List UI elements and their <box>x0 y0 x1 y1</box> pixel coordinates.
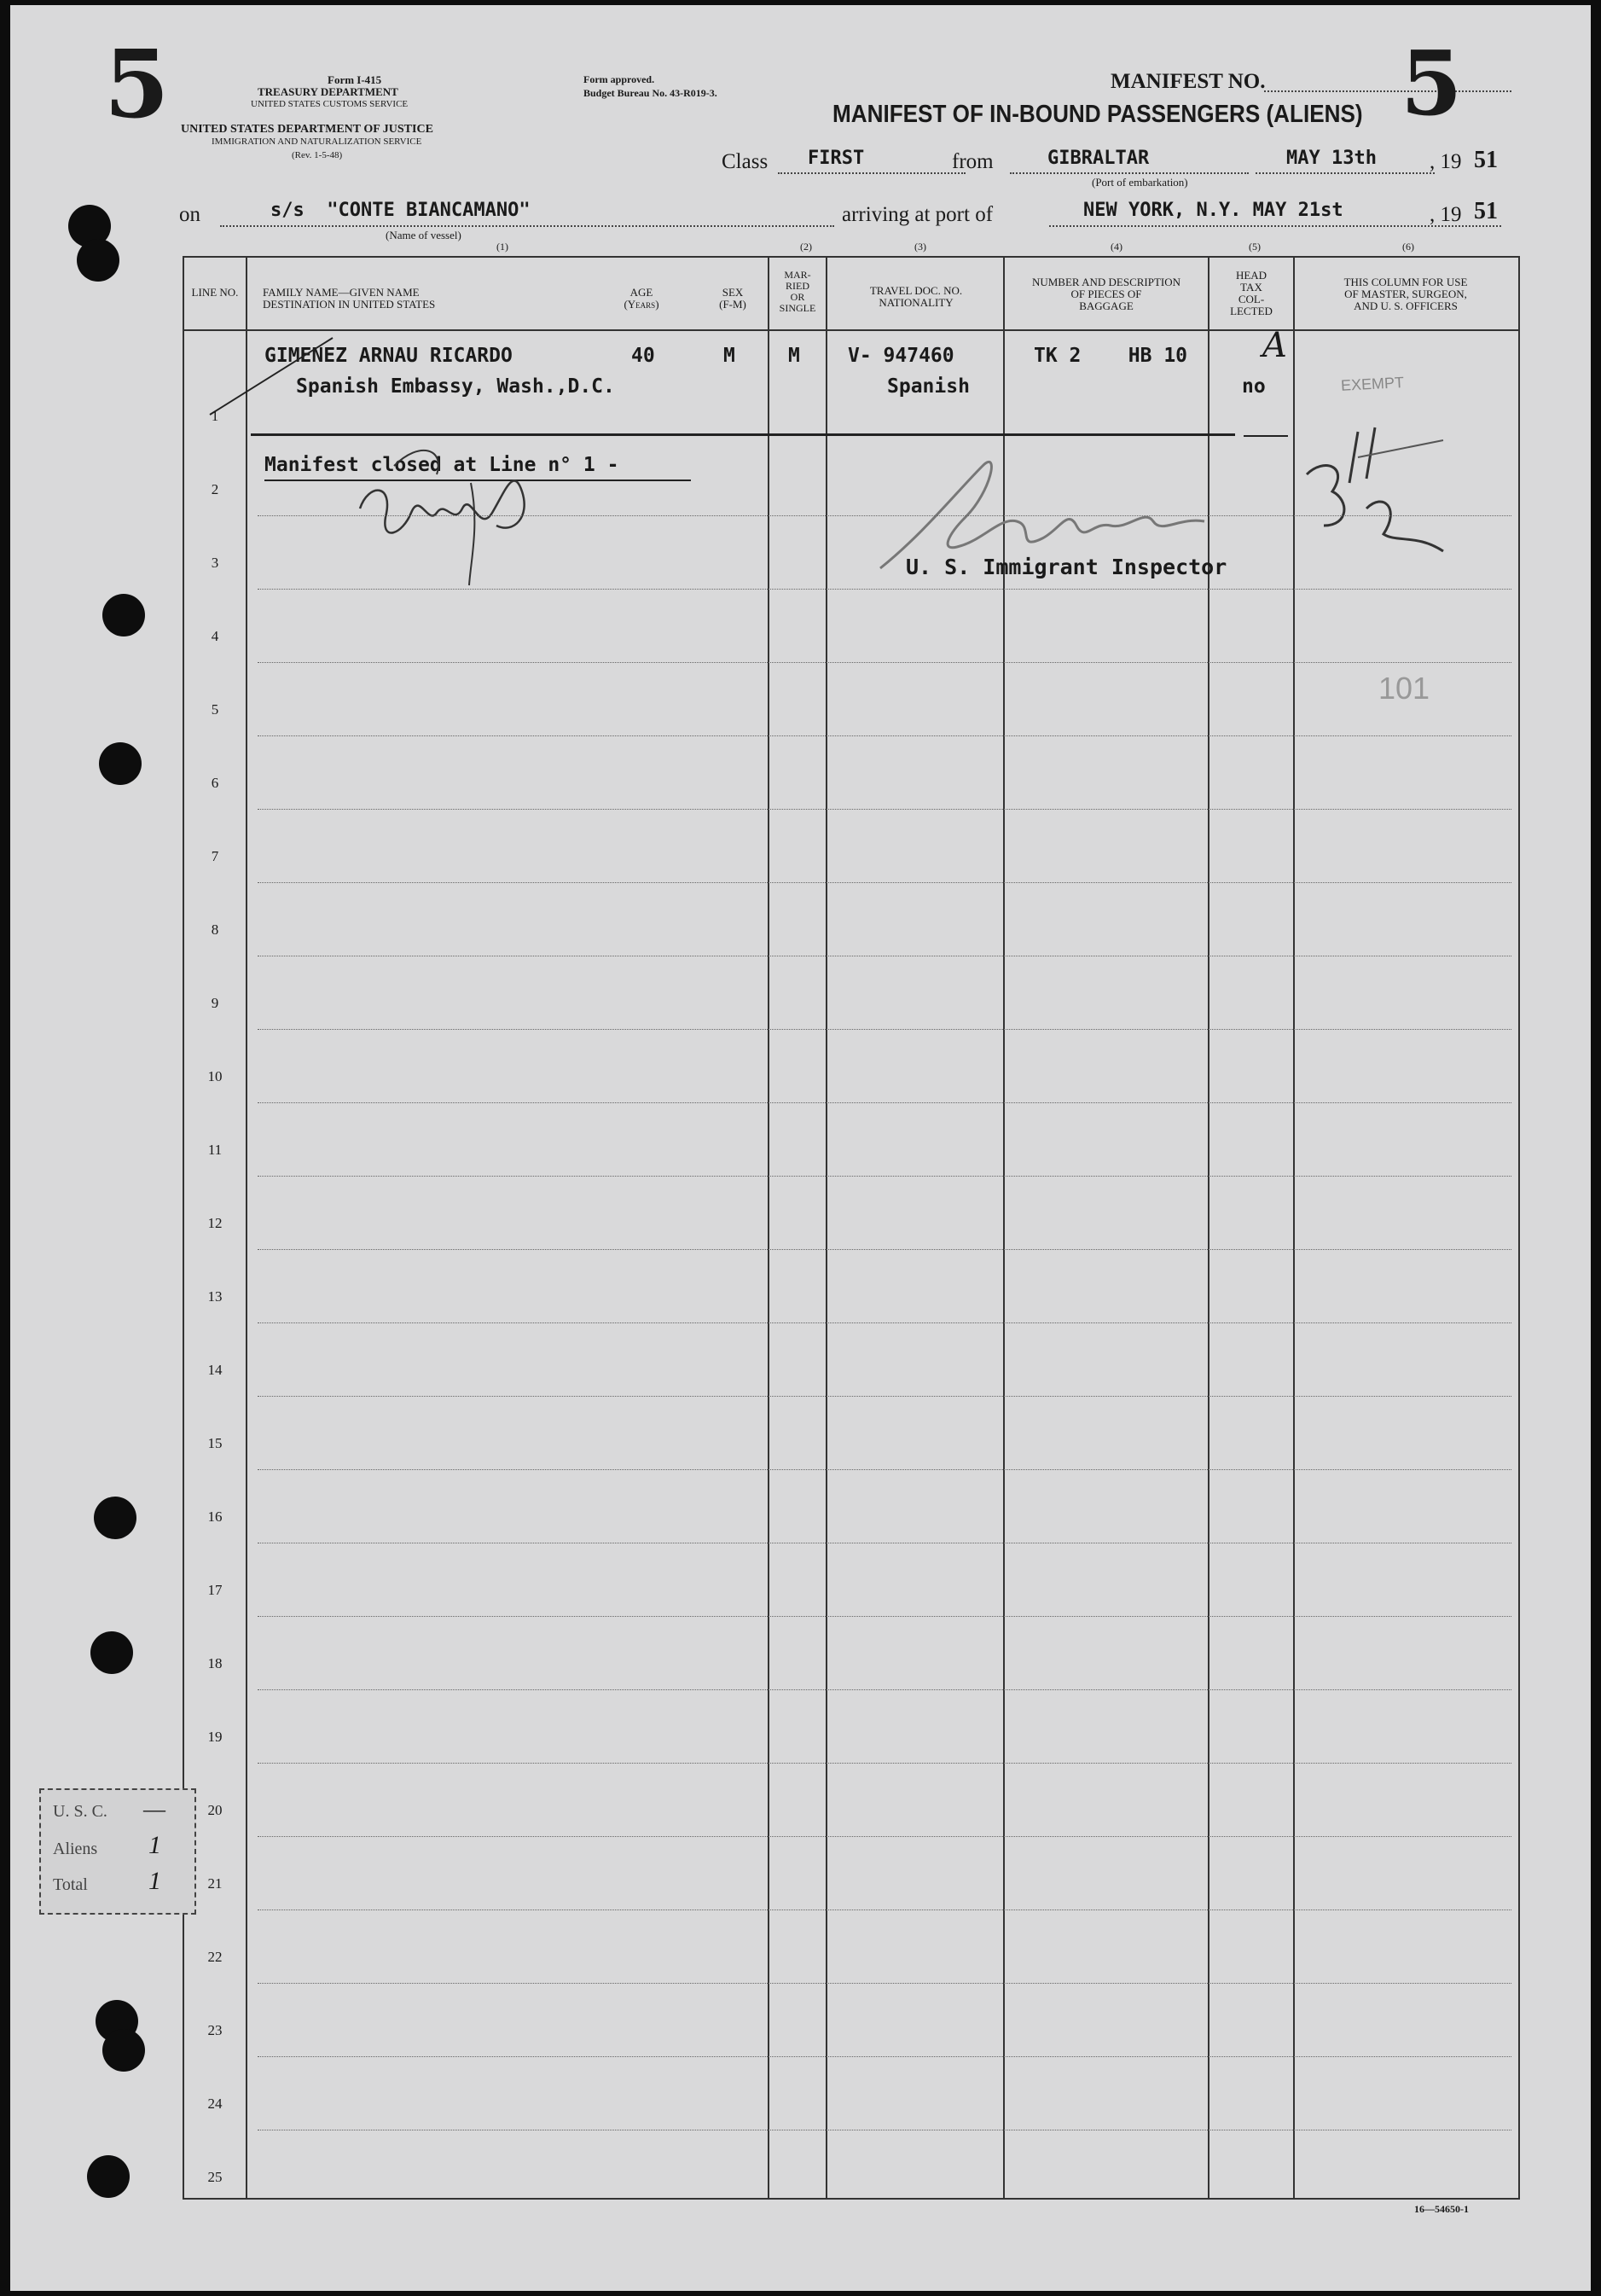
from-value: GIBRALTAR <box>1047 148 1150 169</box>
aliens-value: 1 <box>148 1831 161 1859</box>
line-number: 18 <box>207 1655 223 1671</box>
line-number: 14 <box>207 1362 223 1378</box>
row-rule <box>258 809 1511 810</box>
departure-year-prefix: , 19 <box>1430 150 1462 173</box>
summary-box <box>39 1788 196 1915</box>
treasury-department: TREASURY DEPARTMENT <box>258 85 398 98</box>
punch-hole <box>87 2155 130 2198</box>
master-signature <box>343 432 556 602</box>
passenger-name: GIMENEZ ARNAU RICARDO <box>264 345 513 367</box>
line-number: 25 <box>207 2169 223 2185</box>
passenger-marital-status: M <box>788 345 800 367</box>
usc-label: U. S. C. <box>53 1802 107 1821</box>
row-rule <box>258 1396 1511 1397</box>
row-rule <box>258 1176 1511 1177</box>
arrival-port-value: NEW YORK, N.Y. MAY 21st <box>1083 200 1343 221</box>
officer-exempt-stamp: EXEMPT <box>1340 374 1405 394</box>
form-number: Form I-415 <box>328 73 382 86</box>
line-number: 10 <box>207 1068 223 1084</box>
line-number: 9 <box>211 995 219 1011</box>
line-number: 15 <box>207 1435 223 1451</box>
manifest-no-value: 5 <box>1401 31 1463 136</box>
row-rule <box>258 1102 1511 1103</box>
row-rule <box>258 662 1511 663</box>
row-rule <box>258 882 1511 883</box>
manifest-no-label: MANIFEST NO. <box>1111 70 1266 93</box>
passenger-nationality: Spanish <box>887 375 970 398</box>
line-number: 5 <box>211 701 219 718</box>
page-title: MANIFEST OF IN-BOUND PASSENGERS (ALIENS) <box>832 101 1363 128</box>
from-label: from <box>952 150 994 173</box>
total-label: Total <box>53 1875 88 1894</box>
departure-year-value: 51 <box>1474 147 1498 173</box>
class-line <box>778 172 966 174</box>
footer-code: 16—54650-1 <box>1414 2203 1469 2215</box>
line-number: 1 <box>211 408 219 424</box>
form-approved: Form approved. <box>583 73 655 85</box>
punch-hole <box>99 742 142 785</box>
row-rule <box>258 1322 1511 1323</box>
row-rule <box>258 1836 1511 1837</box>
passenger-sex: M <box>723 345 735 367</box>
class-value: FIRST <box>808 148 865 169</box>
column-header-officers: THIS COLUMN FOR USE OF MASTER, SURGEON, AND U. S. OFFICERS <box>1343 276 1468 312</box>
aliens-label: Aliens <box>53 1840 98 1858</box>
line-number: 16 <box>207 1508 223 1525</box>
customs-service: UNITED STATES CUSTOMS SERVICE <box>251 99 409 109</box>
column-header-baggage: NUMBER AND DESCRIPTION OF PIECES OF BAGGAGE <box>1031 276 1181 312</box>
usc-value: — <box>143 1797 165 1822</box>
line-number: 24 <box>207 2095 223 2112</box>
column-number-3: (3) <box>914 241 926 253</box>
line-number: 4 <box>211 628 219 644</box>
arriving-label: arriving at port of <box>842 203 994 226</box>
passenger-age: 40 <box>631 345 655 367</box>
head-tax-annotation <box>1273 415 1460 568</box>
line-number: 6 <box>211 775 219 791</box>
line-number: 21 <box>207 1875 223 1892</box>
vessel-column-number: (1) <box>496 241 508 253</box>
row-rule <box>258 1029 1511 1030</box>
inspector-caption: U. S. Immigrant Inspector <box>906 555 1227 579</box>
row-rule <box>258 1616 1511 1617</box>
row-rule <box>258 589 1511 590</box>
faint-stamp-number: 101 <box>1378 671 1430 706</box>
line-number: 19 <box>207 1729 223 1745</box>
column-divider <box>768 256 769 2198</box>
justice-department: UNITED STATES DEPARTMENT OF JUSTICE <box>181 123 433 136</box>
manifest-page <box>10 5 1591 2291</box>
line-number: 11 <box>207 1142 223 1158</box>
class-label: Class <box>722 150 769 173</box>
arrival-year-prefix: , 19 <box>1430 203 1462 226</box>
arrival-year-value: 51 <box>1474 198 1498 224</box>
manifest-closing-note: Manifest closed at Line n° 1 - <box>264 454 619 476</box>
departure-date-value: MAY 13th <box>1286 148 1377 169</box>
vessel-line <box>220 225 834 227</box>
vessel-value: s/s "CONTE BIANCAMANO" <box>270 200 531 221</box>
punch-hole <box>94 1497 136 1539</box>
row-rule <box>258 2056 1511 2057</box>
column-divider <box>826 256 827 2198</box>
line-number: 13 <box>207 1288 223 1305</box>
ins-label: IMMIGRATION AND NATURALIZATION SERVICE <box>212 137 422 147</box>
column-header-head-tax: HEAD TAX COL- LECTED <box>1230 269 1273 317</box>
row-rule <box>258 515 1511 516</box>
row-rule <box>258 1249 1511 1250</box>
line-number: 8 <box>211 921 219 938</box>
total-value: 1 <box>148 1867 161 1895</box>
departure-date-line <box>1256 172 1435 174</box>
line-number: 17 <box>207 1582 223 1598</box>
line-number: 3 <box>211 555 219 571</box>
port-of-embarkation-caption: (Port of embarkation) <box>1092 176 1188 189</box>
column-number-5: (5) <box>1249 241 1261 253</box>
column-header-married: MAR- RIED OR SINGLE <box>779 269 816 314</box>
row-rule <box>258 1763 1511 1764</box>
row-rule <box>258 1469 1511 1470</box>
punch-hole <box>90 1631 133 1674</box>
column-number-4: (4) <box>1111 241 1122 253</box>
passenger-destination: Spanish Embassy, Wash.,D.C. <box>296 375 615 398</box>
corner-number-stamp: 5 <box>104 29 170 139</box>
column-header-sex: SEX (F-M) <box>719 286 746 311</box>
line-number: 20 <box>207 1802 223 1818</box>
head-tax-mark: A <box>1262 326 1287 365</box>
column-number-2: (2) <box>800 241 812 253</box>
line-number: 22 <box>207 1949 223 1965</box>
from-line <box>1010 172 1249 174</box>
column-number-6: (6) <box>1402 241 1414 253</box>
passenger-doc-no: V- 947460 <box>848 345 954 367</box>
column-header-line-no: LINE NO. <box>191 286 239 299</box>
row-rule <box>258 1909 1511 1910</box>
punch-hole <box>102 594 145 636</box>
punch-hole <box>77 239 119 282</box>
column-header-travel-doc: TRAVEL DOC. NO. NATIONALITY <box>869 284 963 309</box>
revision-label: (Rev. 1-5-48) <box>292 150 343 160</box>
line-number: 7 <box>211 848 219 864</box>
line-number: 2 <box>211 481 219 497</box>
column-header-name: FAMILY NAME—GIVEN NAME DESTINATION IN UNITED STATES <box>263 286 436 311</box>
row-rule <box>258 1983 1511 1984</box>
row-rule <box>258 735 1511 736</box>
head-tax-value: no <box>1242 375 1266 398</box>
column-divider <box>246 256 247 2198</box>
line-number: 23 <box>207 2022 223 2038</box>
on-label: on <box>179 203 200 226</box>
manifest-no-line <box>1264 90 1511 92</box>
line-number: 12 <box>207 1215 223 1231</box>
vessel-caption: (Name of vessel) <box>386 229 461 241</box>
row-rule <box>258 1689 1511 1690</box>
column-header-age: AGE (Years) <box>624 286 659 311</box>
passenger-baggage: TK 2 HB 10 <box>1034 345 1188 367</box>
header-rule <box>183 329 1520 331</box>
budget-bureau: Budget Bureau No. 43-R019-3. <box>583 87 717 99</box>
punch-hole <box>102 2029 145 2072</box>
